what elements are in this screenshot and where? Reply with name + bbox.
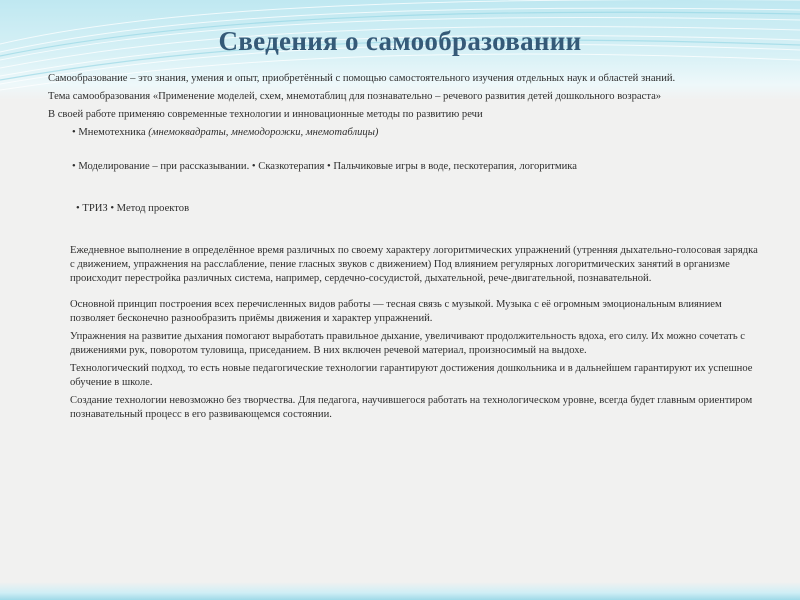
technologies-paragraph: В своей работе применяю современные технологии и инновационные методы по развитию речи [48,109,483,120]
main-content [48,72,758,426]
body-paragraph-logorhythmics: Ежедневное выполнение в определённое время различных по своему характеру логоритмических упражнений (утренняя дыхательно-голосовая зарядка с движением, упражнения на расслабление, пение гласных звуков с движением) Под влиянием регулярных логоритмических занятий в организме происходит перестройка различных система, например, сердечно-сосудистой, дыхательной, рече-двигательной, познавательной. [70,245,758,284]
method-line-modeling: • Моделирование – при рассказывании. • Сказкотерапия • Пальчиковые игры в воде, пескотерапия, логоритмика [72,161,577,172]
method-mnemotechnics [48,126,758,140]
body-paragraph-technology: Технологический подход, то есть новые педагогические технологии гарантируют достижения дошкольника и в дальнейшем гарантируют их успешное обучение в школе. [70,363,753,388]
definition-paragraph: Самообразование – это знания, умения и опыт, приобретённый с помощью самостоятельного изучения отдельных наук и областей знаний. [48,73,676,84]
method-mnemotechnics-label: • Мнемотехника [72,127,149,138]
body-paragraph-music: Основной принцип построения всех перечисленных видов работы — тесная связь с музыкой. Музыка с её огромным эмоциональным влиянием позволяет бесконечно разнообразить приёмы движения и характер упражнений. [70,299,722,324]
body-paragraph-creativity: Создание технологии невозможно без творчества. Для педагога, научившегося работать на технологическом уровне, всегда будет главным ориентиром познавательный процесс в его развивающемся состоянии. [70,395,753,420]
bottom-gradient-bar [0,582,800,600]
method-mnemotechnics-detail: (мнемоквадраты, мнемодорожки, мнемотаблицы) [148,127,379,138]
topic-paragraph: Тема самообразования «Применение моделей, схем, мнемотаблиц для познавательно – речевого развития детей дошкольного возраста» [48,91,662,102]
body-paragraph-breathing: Упражнения на развитие дыхания помогают выработать правильное дыхание, увеличивают продолжительность вдоха, его силу. Их можно сочетать с движениями рук, поворотом туловища, приседанием. В них включен речевой материал, произносимый на выдохе. [70,331,746,356]
method-line-triz: • ТРИЗ • Метод проектов [76,203,190,214]
page-title: Сведения о самообразовании [218,26,582,56]
